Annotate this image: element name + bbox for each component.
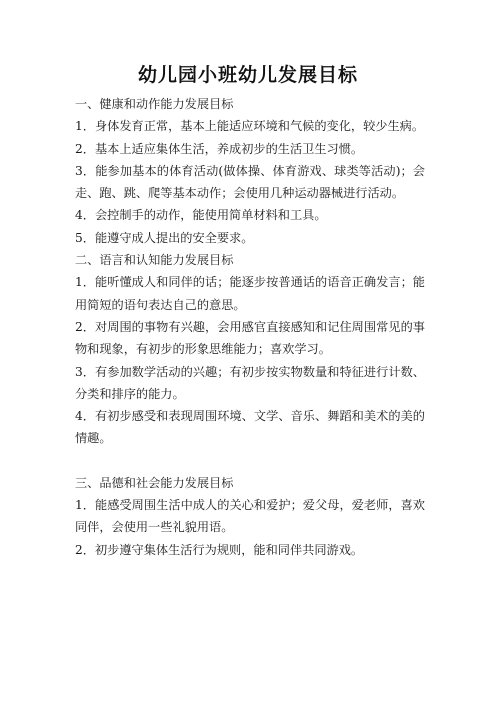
section-heading: 二、语言和认知能力发展目标 (75, 253, 234, 268)
list-item: 2．基本上适应集体生活，养成初步的生活卫生习惯。 (75, 141, 364, 156)
list-item: 3．能参加基本的体育活动(做体操、体育游戏、球类等活动)；会走、跑、跳、爬等基本动作；会使用几种运动器械进行活动。 (75, 163, 425, 201)
list-item: 1．能感受周围生活中成人的关心和爱护；爱父母，爱老师，喜欢同伴，会使用一些礼貌用语。 (75, 498, 425, 535)
section-heading: 三、品德和社会能力发展目标 (75, 475, 234, 490)
document-title: 幼儿园小班幼儿发展目标 (137, 64, 358, 86)
list-item: 4．有初步感受和表现周围环境、文学、音乐、舞蹈和美术的美的情趣。 (75, 409, 425, 446)
list-item: 1．身体发育正常，基本上能适应环境和气候的变化，较少生病。 (75, 119, 425, 134)
list-item: 3．有参加数学活动的兴趣；有初步按实物数量和特征进行计数、分类和排序的能力。 (75, 364, 425, 401)
document-body (75, 93, 425, 561)
section-morality-social (75, 472, 425, 561)
blank-line (75, 450, 425, 472)
section-language-cognition (75, 249, 425, 450)
section-health (75, 93, 425, 249)
section-heading: 一、健康和动作能力发展目标 (75, 97, 234, 111)
list-item: 1．能听懂成人和同伴的话；能逐步按普通话的语音正确发言；能用简短的语句表达自己的意思。 (75, 275, 425, 312)
list-item: 4．会控制手的动作，能使用简单材料和工具。 (75, 208, 327, 223)
list-item: 2．初步遵守集体生活行为规则，能和同伴共同游戏。 (75, 542, 364, 557)
list-item: 5．能遵守成人提出的安全要求。 (75, 230, 254, 245)
list-item: 2．对周围的事物有兴趣，会用感官直接感知和记住周围常见的事物和现象，有初步的形象思维能力；喜欢学习。 (75, 319, 425, 357)
